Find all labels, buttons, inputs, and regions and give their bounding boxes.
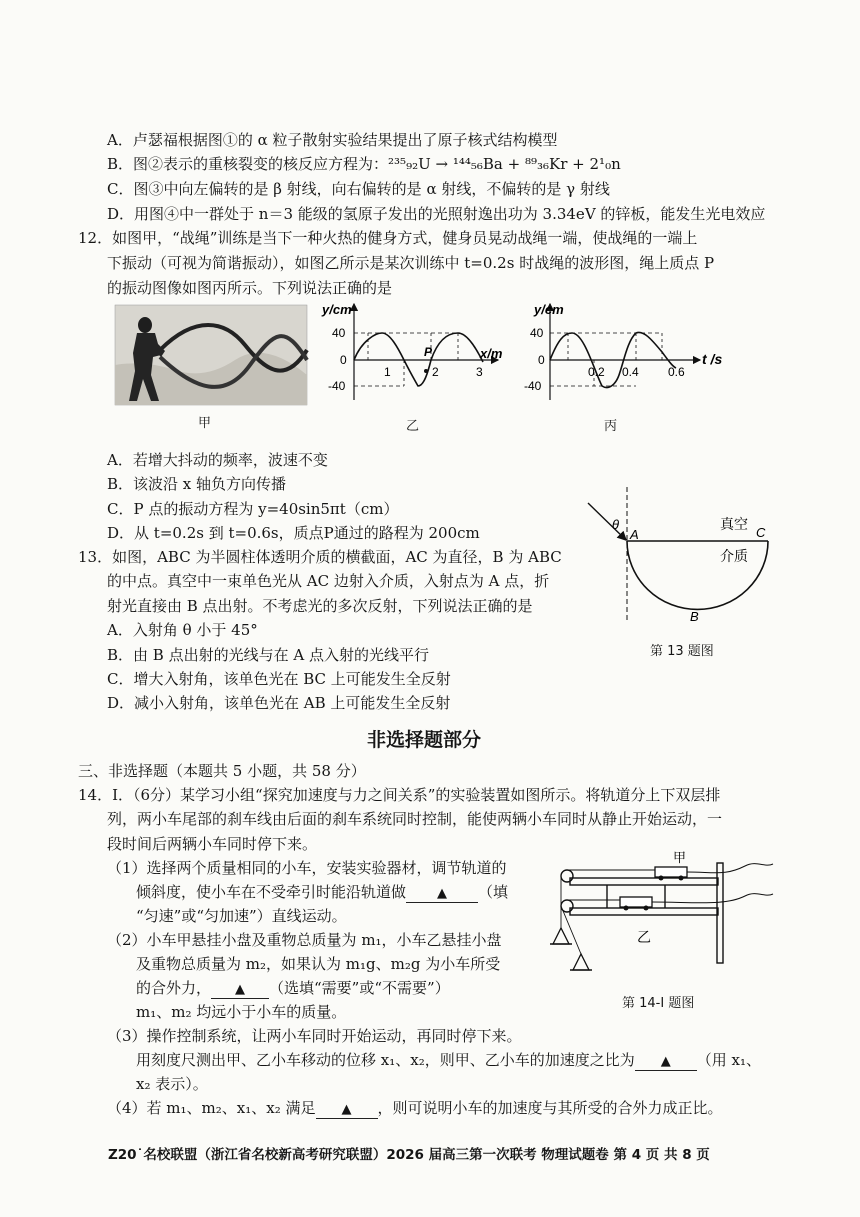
theta-label: θ	[612, 517, 620, 532]
q14-stem-2: 列，两小车尾部的刹车线由后面的刹车系统同时控制，能使两辆小车同时从静止开始运动，一	[107, 810, 723, 828]
bing-xtick-04: 0.4	[622, 365, 639, 379]
bing-ylabel: y/cm	[534, 302, 564, 317]
point-b-label: B	[690, 609, 699, 624]
q12-option-b: B．该波沿 x 轴负方向传播	[107, 475, 287, 493]
yi-xtick-2: 2	[432, 365, 439, 379]
q14-part3-pre: 用刻度尺测出甲、乙小车移动的位移 x₁、x₂，则甲、乙小车的加速度之比为	[136, 1051, 635, 1069]
q14-part3-line3: x₂ 表示）。	[136, 1075, 208, 1093]
q14-part3-post: （用 x₁、	[696, 1051, 761, 1069]
bing-ytick-40: 40	[530, 326, 544, 340]
q14-part2-line2: 及重物总质量为 m₂，如果认为 m₁g、m₂g 为小车所受	[136, 955, 501, 973]
q11-option-b: B．图②表示的重核裂变的核反应方程为：²³⁵₉₂U → ¹⁴⁴₅₆Ba + ⁸⁹₃₆Kr + 2¹₀n	[107, 155, 621, 173]
fig14-caption: 第 14-I 题图	[622, 996, 695, 1011]
yi-ytick-40: 40	[332, 326, 346, 340]
q14-part1-line3: “匀速”或“匀加速”）直线运动。	[136, 907, 347, 925]
q14-stem-1: 14．I．（6分）某学习小组“探究加速度与力之间关系”的实验装置如图所示。将轨道分上下双层排	[78, 786, 721, 804]
bing-xlabel: t /s	[702, 351, 723, 367]
cart-jia-label: 甲	[673, 850, 687, 865]
bing-xtick-06: 0.6	[668, 365, 685, 379]
q13-option-c: C．增大入射角，该单色光在 BC 上可能发生全反射	[107, 670, 451, 688]
yi-ylabel: y/cm	[322, 302, 352, 317]
q14-part2-line1: （2）小车甲悬挂小盘及重物总质量为 m₁，小车乙悬挂小盘	[107, 931, 502, 949]
q11-option-c: C．图③中向左偏转的是 β 射线，向右偏转的是 α 射线，不偏转的是 γ 射线	[107, 180, 610, 198]
point-c-label: C	[756, 525, 766, 540]
q14-part2-post: （选填“需要”或“不需要”）	[269, 979, 450, 997]
q14-part1-pre: 倾斜度，使小车在不受牵引时能沿轨道做	[136, 883, 407, 901]
q12-option-c: C．P 点的振动方程为 y=40sin5πt（cm）	[107, 500, 399, 518]
q13-option-b: B．由 B 点出射的光线与在 A 点入射的光线平行	[107, 646, 429, 664]
q13-option-d: D．减小入射角，该单色光在 AB 上可能发生全反射	[107, 694, 451, 712]
q14-part4	[107, 1098, 723, 1119]
point-a-label: A	[630, 527, 639, 542]
q13-option-a: A．入射角 θ 小于 45°	[107, 621, 258, 639]
answer-blank-4[interactable]: ▲	[316, 1102, 378, 1119]
q14-part3-line1: （3）操作控制系统，让两小车同时开始运动，再同时停下来。	[107, 1027, 522, 1045]
fig13-caption: 第 13 题图	[650, 644, 714, 659]
answer-blank-1[interactable]: ▲	[406, 886, 478, 903]
double-track-apparatus	[545, 850, 775, 978]
q14-part2-pre: 的合外力，	[136, 979, 212, 997]
wave-graph-yi	[318, 300, 508, 412]
semicircle-figure	[580, 485, 780, 625]
q12-stem-3: 的振动图像如图丙所示。下列说法正确的是	[107, 279, 393, 297]
q14-part3-line2	[136, 1050, 761, 1071]
fig-yi-label: 乙	[406, 419, 420, 434]
fig-bing-label: 丙	[604, 419, 618, 434]
q12-stem-2: 下振动（可视为简谐振动），如图乙所示是某次训练中 t=0.2s 时战绳的波形图，绳上质点 P	[107, 254, 715, 272]
cart-yi-label: 乙	[637, 929, 651, 945]
q12-option-a: A．若增大抖动的频率，波速不变	[107, 451, 328, 469]
vibration-graph-bing	[524, 300, 740, 412]
q14-part1-line2	[136, 882, 508, 903]
q12-option-d: D．从 t=0.2s 到 t=0.6s，质点P通过的路程为 200cm	[107, 524, 480, 542]
q11-option-d: D．用图④中一群处于 n＝3 能级的氢原子发出的光照射逸出功为 3.34eV 的锌板，能发生光电效应	[107, 205, 766, 223]
yi-xtick-3: 3	[476, 365, 483, 379]
q14-part1-line1: （1）选择两个质量相同的小车，安装实验器材，调节轨道的	[107, 859, 507, 877]
fig-jia-label: 甲	[198, 416, 212, 431]
q12-stem-1: 12．如图甲，“战绳”训练是当下一种火热的健身方式，健身员晃动战绳一端，使战绳的一端上	[78, 229, 698, 247]
point-p-label: P	[424, 345, 433, 359]
q14-part1-post: （填	[478, 883, 509, 901]
q14-part2-line3	[136, 978, 450, 999]
answer-blank-3[interactable]: ▲	[635, 1054, 697, 1071]
q11-option-a: A．卢瑟福根据图①的 α 粒子散射实验结果提出了原子核式结构模型	[107, 131, 558, 149]
bing-xtick-02: 0.2	[588, 365, 605, 379]
q14-stem-3: 段时间后两辆小车同时停下来。	[107, 835, 318, 853]
answer-blank-2[interactable]: ▲	[211, 982, 269, 999]
q13-stem-3: 射光直接由 B 点出射。不考虑光的多次反射，下列说法正确的是	[107, 597, 533, 615]
q13-stem-1: 13．如图，ABC 为半圆柱体透明介质的横截面，AC 为直径，B 为 ABC	[78, 548, 562, 566]
yi-ytick-neg40: -40	[328, 379, 346, 393]
yi-xlabel: x/m	[480, 346, 503, 361]
bing-ytick-neg40: -40	[524, 379, 542, 393]
q14-part4-post: ，则可说明小车的加速度与其所受的合外力成正比。	[377, 1099, 723, 1117]
section-title: 非选择题部分	[367, 729, 482, 751]
bing-ytick-0: 0	[538, 353, 545, 367]
section-heading: 三、非选择题（本题共 5 小题，共 58 分）	[78, 762, 366, 780]
q13-stem-2: 的中点。真空中一束单色光从 AC 边射入介质，入射点为 A 点，折	[107, 572, 550, 590]
page-footer: Z20˙名校联盟（浙江省名校新高考研究联盟）2026 届高三第一次联考 物理试题卷 第 4 页 共 8 页	[108, 1147, 710, 1163]
medium-label: 介质	[720, 548, 748, 564]
yi-ytick-0: 0	[340, 353, 347, 367]
q14-part4-pre: （4）若 m₁、m₂、x₁、x₂ 满足	[107, 1099, 316, 1117]
battle-rope-photo	[115, 305, 307, 405]
q14-part2-line4: m₁、m₂ 均远小于小车的质量。	[136, 1003, 347, 1021]
yi-xtick-1: 1	[384, 365, 391, 379]
vacuum-label: 真空	[720, 516, 748, 532]
